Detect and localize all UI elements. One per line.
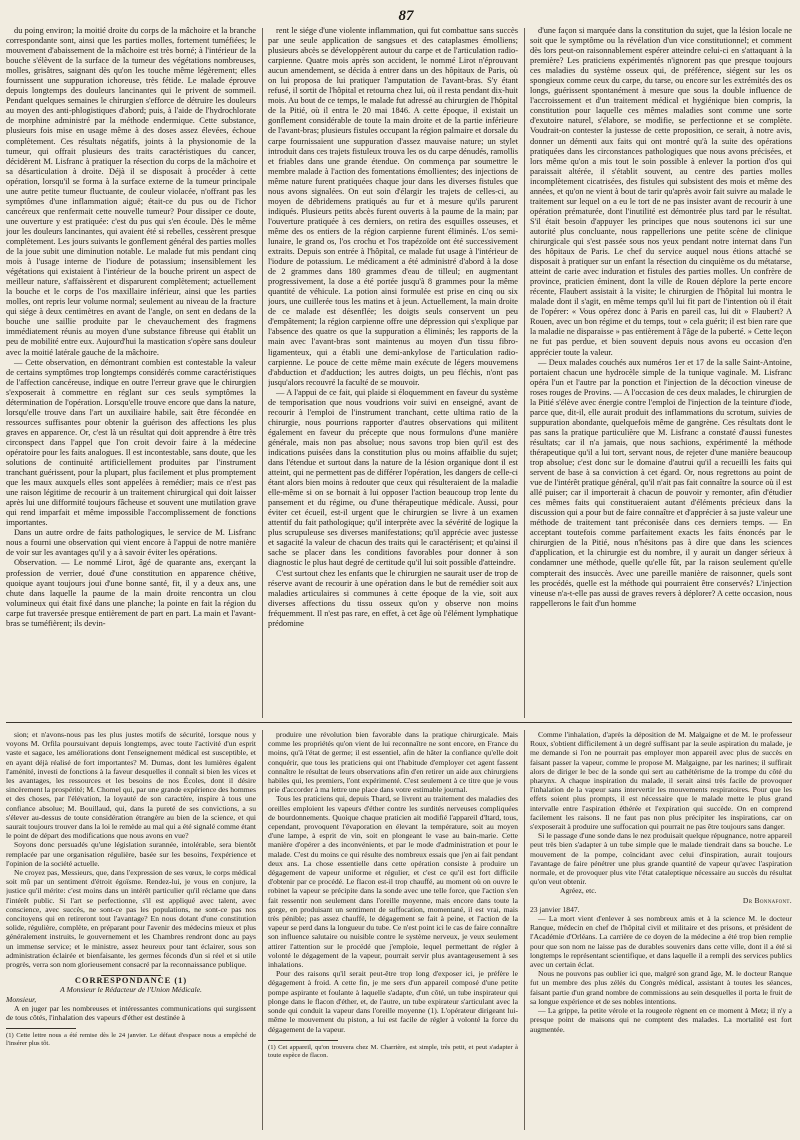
top-column-3 bbox=[530, 26, 792, 718]
paragraph: Nous ne pouvons pas oublier ici que, malgré son grand âge, M. le docteur Ranque fut un membre des plus zélés du Congrès médical, assistant à toutes les séances, faisant partie d'un grand nombre de commissions au sein desquelles il porta le fruit de sa longue expérience et de ses nobles intentions. bbox=[530, 969, 792, 1006]
paragraph: Soyons donc persuadés qu'une législation surannée, intolérable, sera bientôt remplacée par une organisation régulière, basée sur les besoins, l'expérience et l'opinion de la société actuelle. bbox=[6, 840, 256, 868]
footnote: (1) Cette lettre nous a été remise dès le 24 janvier. Le défaut d'espace nous a empêché de l'insérer plus tôt. bbox=[6, 1032, 256, 1048]
column-divider bbox=[262, 730, 263, 1130]
observation-paragraph: Observation. — Le nommé Lirot, âgé de quarante ans, exerçant la profession de verrier, doué d'une constitution en apparence chétive, quoique ayant toujours joui d'une bonne santé, fit, il y a deux ans, une chute dans laquelle la paume de la main droite rencontra un clou volumineux qui était fixé dans une planche; la pointe en fait la région du carpe fut traversée presque entièrement de part en part. La main et l'avant-bras se tuméfièrent; ils devin- bbox=[6, 558, 256, 628]
paragraph: Tous les praticiens qui, depuis Thard, se livrent au traitement des maladies des oreilles emploient les vapeurs d'éther contre les surdités nerveuses compliquées de bourdonnements. Quoique chaque praticien ait modifié l'appareil d'Itard, tous, cependant, provoquent l'évaporation en élevant la température, soit au moyen d'une lampe, à esprit de vin, soit en plongeant le vase au bain-marie. Cette manière d'opérer a des inconvénients, et par le mode d'administration et pour le malade. C'est du moins ce qui résulte des nombreux essais que j'en ai fait pendant deux ans. La chose essentielle dans cette opération consiste à produire un dégagement de vapeur uniforme et régulier, et c'est ce qu'il est fort difficile d'obtenir par ce procédé. Le flacon est-il trop chauffé, au moment où on ouvre le robinet la vapeur se précipite dans la sonde avec une telle force, que l'action s'en fait ressentir non seulement dans l'oreille moyenne, mais encore dans toute la gorge, en produisant un sentiment de suffocation, momentané, il est vrai, mais très pénible; pas assez chauffé, le dégagement se fait à peine, et l'action de la vapeur se perd dans la longueur du tube. Ce n'est point ici le cas de faire connaître son influence salutaire ou nuisible contre le système nerveux, je veux seulement attirer l'attention sur le procédé que j'emploie, lequel permettant de régler à volonté le dégagement de la vapeur, pourrait servir plus avantageusement à ses inhalations. bbox=[268, 794, 518, 970]
paragraph: — La mort vient d'enlever à ses nombreux amis et à la science M. le docteur Ranque, médecin en chef de l'hôpital civil et militaire et des prisons, et président de l'Académie d'Orléans. La carrière de ce doyen de la médecine a été trop bien remplie pour que son nom ne laisse pas de durables souvenirs dans cette ville, dont il a été si longtemps le représentant scientifique, et dans laquelle il a rempli des services publics avec un certain éclat. bbox=[530, 914, 792, 970]
paragraph: Si le passage d'une sonde dans le nez produisait quelque répugnance, notre appareil peut très bien s'adapter à un tube simple que le malade tiendrait dans sa bouche. Le mouvement de la pompe, coïncidant avec celui d'inspiration, aurait toujours l'avantage de faire pénétrer une plus grande quantité de vapeur qu'avec l'aspiration normale, et de provoquer plus vite l'état cataleptique nécessaire au succès du résultat qu'on veut obtenir. bbox=[530, 831, 792, 887]
top-column-2 bbox=[268, 26, 518, 718]
paragraph: — Deux malades couchés aux numéros 1er et 17 de la salle Saint-Antoine, portaient chacun une hydrocèle simple de la tunique vaginale. M. Lisfranc opéra l'un et l'autre par la ponction et l'injection de la décoction vineuse de roses rouges de Provins. — A l'occasion de ces deux malades, le chirurgien de la Pitié s'élève avec énergie contre l'emploi de l'injection de la teinture d'iode, parce que, dit-il, elle aurait produit des inflammations du scrotum, suivies de suppuration abondante, quelquefois même de gangrène. Ces résultats dont le pas sans la pratique particulière que M. Lisfranc a constaté d'aussi funestes résultats; car il n'a jamais, que nous sachions, expérimenté la méthode thérapeutique qu'il a lui tort, servant nous, de rejeter d'une manière beaucoup trop absolue; c'est donc sur le domaine d'autrui qu'il a recueilli les faits qui servent de base à sa conviction à cet égard. Or, nous regrettons au point de vue de l'intérêt pratique général, qu'il n'ait pas fait connaître la source où il est allé puiser; car il importerait à chacun de pouvoir y remonter, afin d'étudier ces mêmes faits qui constitueraient autant d'éléments précieux dans la discussion qui a pour but de faire connaître et d'apprécier à sa juste valeur une méthode de traitement tant préconisée dans ces derniers temps. — En acceptant toutefois comme parfaitement exacts les faits énoncés par le chirurgien de la Pitié, nous n'hésitons pas à dire que dans les sciences d'application, et la chirurgie est du nombre, il y aurait un danger sérieux à condamner une méthode, quelle qu'elle fût, par la raison seulement qu'elle compterait des insuccès. Avec une pareille manière de raisonner, quels sont les procédés, quelle est la méthode qui pourraient être conservés? L'injection vineuse n'a-t-elle pas aussi de graves revers à déplorer? A cette occasion, nous rappellerons le fait d'un homme bbox=[530, 357, 792, 608]
paragraph: Dans un autre ordre de faits pathologiques, le service de M. Lisfranc nous a fourni une observation qui vient encore à l'appui de notre manière de voir sur les avantages qu'il y a à savoir éviter les opérations. bbox=[6, 528, 256, 558]
paragraph: rent le siége d'une violente inflammation, qui fut combattue sans succès par une seule application de sangsues et des cataplasmes émolliens; plusieurs abcès se développèrent autour du carpe et de l'articulation radio-carpienne. Quatre mois après son accident, le nommé Lirot n'éprouvant aucun amendement, se décida à entrer dans un des hôpitaux de Paris, où on lui proposa de lui pratiquer l'amputation de l'avant-bras. S'y étant refusé, il sortit de l'hôpital et retourna chez lui, où il resta pendant dix-huit mois. Au bout de ce temps, le malade fut adressé au chirurgien de l'hôpital de la Pitié, où il entra le 20 mai 1846. A cette époque, il existait un gonflement considérable de toute la main droite et de la partie inférieure de l'avant-bras; plusieurs fistules occupant la région palmaire et dorsale du carpe fournissaient une suppuration d'assez mauvaise nature; un stylet introduit dans ces trajets fistuleux trouva les os du carpe dénudés, ramollis et friables dans une grande étendue. On commença par soumettre le membre malade à l'action des fomentations émollientes; des injections de même nature furent pratiquées chaque jour dans les diverses fistules que nous avons signalées. On eut soin d'élargir les trajets de celles-ci, au moyen de débridemens pratiqués au fur et à mesure qu'ils parurent indiqués. Plusieurs petits abcès furent ouverts à la paume de la main; par l'ouverture pratiquée à ces derniers, on retira des esquilles osseuses, et même des os entiers de la région carpienne furent éliminés. L'os semi-lunaire, le grand os, l'os crochu et l'os trapézoïde ont été successivement extraits. Depuis son entrée à l'hôpital, ce malade fut usage à l'intérieur de l'iodure de potassium. Le médicament a été administré d'abord à la dose de 2 grammes dans 180 grammes d'eau de tilleul; en augmentant progressivement, la dose a été portée jusqu'à 8 grammes pour la même quantité de véhicule. La potion ainsi formulée est prise en cinq ou six jours, une cuillerée tous les matins et à jeun. Actuellement, la main droite de ce malade est désenflée; les doigts seuls conservent un peu d'empâtement; la région carpienne offre une dépression qui s'explique par l'absence des quatre os que la suppuration a éliminés; les rapports de la main avec l'avant-bras sont maintenus au moyen d'un tissu fibro-ligamenteux, qui a établi une demi-ankylose de l'articulation radio-carpienne. Le pouce de cette même main exécute de légers mouvemens d'abduction et d'adduction; les autres doigts, un peu fléchis, n'ont pas jusqu'alors recouvré la faculté de se mouvoir. bbox=[268, 26, 518, 387]
correspondence-body: A en juger par les nombreuses et intéressantes communications qui surgissent de tous côtés, l'inhalation des vapeurs d'éther est destinée à bbox=[6, 1003, 256, 1023]
paragraph: du poing environ; la moitié droite du corps de la mâchoire et la branche correspondante sont, ainsi que les parties molles, fortement tuméfiées; le mouvement d'abaissement de la mâchoire est très borné; à l'intérieur de la bouche s'élèvent de la surface de la tumeur des végétations nombreuses, molles, grisâtres, saignant dès qu'on les touche même légèrement; elles fournissent une suppuration ichoreuse, très fétide. Le malade éprouve depuis longtemps des douleurs lancinantes qui le privent de sommeil. Pendant quelques semaines le chirurgien s'efforce de détruire les douleurs au moyen des anti-phlogistiques d'abord; puis, à l'aide de l'hydrochlorate de morphine administré par la méthode endermique. Cette substance, plusieurs fois mise en usage même à des doses assez élevées, échoue complètement. Ces résultats négatifs, joints à la physionomie de la tumeur, qui offrait plusieurs des traits caractéristiques du cancer, décidèrent M. Lisfranc à pratiquer la résection du corps de la mâchoire et sa désarticulation à droite. Déjà il se disposait à procéder à cette opération, lorsqu'il se forma à la surface externe de la tumeur principale une autre petite tumeur fluctuante, de couleur violacée, n'offrant pas les symptômes d'une inflammation aiguë; était-ce du pus ou de l'ichor cancéreux que renfermait cette nouvelle tumeur? Pour dissiper ce doute, une ouverture y est pratiquée: c'est du pus qui s'en écoule. Dès le même jour les douleurs lancinantes, qui avaient été si rebelles, cessèrent presque complètement. Les jours suivants le gonflement général des parties molles de la joue subit une diminution notable. Le malade fut mis pendant cinq mois à l'usage interne de l'iodure de potassium; insensiblement les végétations qui existaient à l'intérieur de la bouche prirent un aspect de meilleur nature, s'affaissèrent et disparurent complètement; actuellement la bouche et le corps de l'os maxillaire inférieur, ainsi que les parties molles, ont repris leur volume normal; seulement au niveau de la fracture qui siége à deux centimètres en avant de l'angle, on sent en dedans de la bouche une saillie produite par le chevauchement des fragmens immédiatement réunis au moyen d'une substance fibreuse qui établit un peu de mobilité entre eux. Aujourd'hui la mastication s'opère sans douleur avec la moitié latérale gauche de la mâchoire. bbox=[6, 26, 256, 357]
paragraph: sion; et n'avons-nous pas les plus justes motifs de sécurité, lorsque nous y voyons M. Orfila poursuivant depuis longtemps, avec toute l'activité d'un esprit vaste et sagace, les améliorations dont l'enseignement médical est susceptible, et en ayant déjà réalisé de fort importantes? M. Dumas, dont les lumières égalent l'aménité, investi de fonctions à la faveur desquelles il connaît si bien les vices et les avantages, les ressources et les besoins de nos Écoles, dont il désire sincèrement la prospérité; M. Chomel qui, par une grande expérience des hommes et des choses, par l'élévation, la loyauté de son caractère, inspire à tous une confiance absolue; M. Bouillaud, qui, dans la pureté de ses convictions, a su s'élever au-dessus de toute considération étrangère au bien de la science, et qui saurait toujours trouver dans la loi le remède au mal qui a été signalé comme étant le point de départ des modifications que nous avons en vue? bbox=[6, 730, 256, 841]
section-divider bbox=[6, 722, 792, 723]
paragraph: d'une façon si marquée dans la constitution du sujet, que la lésion locale ne soit que le symptôme ou la révélation d'un vice constitutionnel; et comment dès lors peut-on raisonnablement espérer atteindre celui-ci en s'attaquant à la première? Les praticiens expérimentés n'ignorent pas que presque toujours ces maladies du système osseux qui, de préférence, siégent sur les os spongieux comme ceux du carpe, du tarse, ou encore sur les extrémités des os longs, guérissent spontanément à mesure que sous la double influence de l'accroissement et d'un traitement médical et hygiénique bien compris, la constitution pour laquelle ces mêmes maladies sont comme une sorte d'exutoire naturel, s'élabore, se modifie, se perfectionne et se complète. Voudrait-on contester la justesse de cette proposition, ce serait, à notre avis, donner un démenti aux faits qui ont montré qu'à la suite des opérations pratiquées dans les circonstances pathologiques que nous avons précisées, et lors même qu'on a mis tout le soin possible à enlever la portion d'os qui paraissait altérée, il s'établit souvent, au centre des parties molles incomplètement cicatrisées, des fistules qui subsistent des mois et même des années, et qu'on ne vient à bout de tarir qu'après avoir fait suivre au malade le traitement sur lequel on a eu le tort de ne pas insister avant de recourir à une opération prématurée, dont l'inutilité est démontrée plus tard par le résultat. S'il était besoin d'appuyer les principes que nous soutenons ici sur une autorité plus concluante, nous rappellerions une petite scène de clinique chirurgicale qui s'est passée sous nos yeux pendant notre internat dans l'un des hôpitaux de Paris. Le chef du service auquel nous étions attaché se disposait à pratiquer sur un enfant la résection du cinquième os du métatarse, atteint de carie avec induration et fistules des parties molles. Un confrère de province, praticien éminent, dont la ville de Rouen déplore la perte encore récente, Flaubert assistait à la visite; le chirurgien de l'hôpital lui montra le malade dont il s'agit, en même temps qu'il lui fit part de l'intention où il était de l'opérer: « Vous opérez donc à Paris en pareil cas, lui dit » Flaubert? A Rouen, avec un bon régime et du temps, tout » cela guérit; il est bien rare que la maladie ne disparaisse » pas entièrement à l'âge de la puberté. » Cette leçon ne fut pas perdue, et bien souvent depuis nous avons eu occasion d'en apprécier toute la valeur. bbox=[530, 26, 792, 357]
correspondence-addressee: A Monsieur le Rédacteur de l'Union Médicale. bbox=[60, 985, 202, 995]
bottom-column-3 bbox=[530, 730, 792, 1130]
letter-date: 23 janvier 1847. bbox=[530, 904, 580, 914]
footnote: (1) Cet appareil, qu'on trouvera chez M. Charrière, est simple, très petit, et peut s'adapter à toute espèce de flacon. bbox=[268, 1043, 518, 1059]
bottom-column-2 bbox=[268, 730, 518, 1130]
column-divider bbox=[524, 730, 525, 1130]
correspondence-heading: CORRESPONDANCE (1) bbox=[74, 976, 188, 986]
letter-signature: Dr Bonnafont. bbox=[742, 895, 792, 905]
column-divider bbox=[262, 28, 263, 718]
paragraph: — A l'appui de ce fait, qui plaide si éloquemment en faveur du système de temporisation que nous voudrions voir suivi en enseigné, avant de recourir à l'emploi de l'instrument tranchant, cette ultima ratio de la chirurgie, nous pourrions rapporter d'autres observations qui militent également en faveur du précepte que nous formulons d'une manière générale, mais non pas absolue; nous savons trop bien qu'il est des indications puisées dans la constitution plus ou moins affaiblie du sujet; dans l'étendue et surtout dans la nature de la lésion organique dont il est atteint, qui ne permettent pas de différer l'opération, les dangers de celle-ci étant alors bien moins à redouter que ceux qui résulteraient de la maladie elle-même si on se bornait à lui opposer l'action beaucoup trop lente du pansement et du régime, ou d'une thérapeutique médicale. Aussi, pour éviter cet écueil, est-il urgent que le chirurgien se livre à un examen attentif du fait pathologique; qu'il interprète avec la sévérité de logique la plus scrupuleuse ses diverses manifestations; qu'il apprécie avec justesse et sagacité la valeur de chacun des traits qui le caractérisent; et qu'ainsi il sache se placer dans les conditions favorables pour donner à son diagnostic le plus haut degré de certitude qu'il lui soit possible d'atteindre. bbox=[268, 387, 518, 568]
paragraph: Comme l'inhalation, d'après la déposition de M. Malgaigne et de M. le professeur Roux, s'obtient difficilement à un degré suffisant par la seule aspiration du malade, je me demande si l'on ne pourrait pas employer mon appareil avec plus de succès en faisant passer la vapeur, comme le propose M. Malgaigne, par les narines; il suffirait alors de diriger le bec de la sonde qui sert au cathétérisme de la trompe du côté du pharynx. A chaque inspiration du malade, il serait ainsi très facile de provoquer l'inhalation de la vapeur sans intervertir les mouvements respiratoires. Pour que les effets soient plus prompts, il est nécessaire que le malade mette le plus grand intervalle entre l'aspiration éthérée et l'expiration qui succède. On en comprend facilement les raisons. Il ne faut pas non plus précipiter les inspirations, car on s'exposerait à produire une suffocation qui pourrait ne pas être toujours sans danger. bbox=[530, 730, 792, 832]
letter-closing: Agréez, etc. bbox=[560, 886, 597, 896]
footnote-divider bbox=[6, 1028, 76, 1029]
page-number: 87 bbox=[398, 8, 414, 24]
column-divider bbox=[524, 28, 525, 718]
paragraph: — La grippe, la petite vérole et la rougeole règnent en ce moment à Metz; il n'y a presque point de maisons qui ne comptent des malades. La mortalité est fort augmentée. bbox=[530, 1006, 792, 1034]
footnote-divider bbox=[268, 1040, 338, 1041]
paragraph: — Cette observation, en démontrant combien est contestable la valeur de certains symptômes trop longtemps considérés comme caractéristiques de l'affection cancéreuse, indique en outre l'erreur grave que le chirurgien s'exposerait à commettre en réglant sur ces seuls symptômes la détermination de l'opération. Lorsqu'elle trouve encore que dans la nature, lorsqu'elle trouve dans l'art un auxiliaire habile, sait être fécondée en ressources suffisantes pour obtenir la guérison des affections les plus graves en apparence. Or, c'est là un résultat qui doit apprendre à être très circonspect dans l'appel que l'on croit devoir faire à la médecine opératoire pour les faits analogues. Il est incontestable, sans doute, que les solutions de continuité artificiellement produites par l'instrument tranchant guérissent, pour la plupart, plus facilement et plus promptement que les maux auxquels elles sont appelées à remédier; mais ce n'est pas une raison légitime de recourir à un traitement chirurgical qui doit laisser après lui une difformité toujours fâcheuse et souvent une mutilation grave qui rend imparfait et même impossible l'accomplissement de fonctions importantes. bbox=[6, 357, 256, 528]
bottom-column-1 bbox=[6, 730, 256, 1130]
paragraph: C'est surtout chez les enfants que le chirurgien ne saurait user de trop de réserve avant de recourir à une opération dans le but de remédier soit aux maladies articulaires si communes à cette époque de la vie, soit aux diverses affections du tissu osseux qu'on y observe non moins fréquemment. Il n'est pas rare, en effet, à cet âge où l'élément lymphatique prédomine bbox=[268, 568, 518, 628]
correspondence-salutation: Monsieur, bbox=[6, 994, 37, 1004]
paragraph: produire une révolution bien favorable dans la pratique chirurgicale. Mais comme les propriétés qu'on vient de lui reconnaître ne sont encore, en France du moins, qu'à l'état de germe; il est essentiel, afin de hâter la confiance qu'elle doit conquérir, que tous les praticiens qui ont l'habitude d'employer cet agent fassent connaître le résultat de leurs observations afin d'en retirer un aide aux chirurgiens habiles qui, les premiers, l'ont expérimenté. C'est seulement à ce titre que je vous prie d'accorder à ma lettre une place dans votre estimable journal. bbox=[268, 730, 518, 795]
top-column-1 bbox=[6, 26, 256, 718]
paragraph: Ne croyez pas, Messieurs, que, dans l'expression de ses vœux, le corps médical soit mû par un sentiment d'étroit égoïsme. Rendez-lui, je vous en conjure, la justice qu'il mérite: c'est moins dans un intérêt particulier qu'il réclame que dans l'intérêt public. Si l'art se perfectionne, s'il est appliqué avec talent, avec conscience, avec succès, ne sont-ce pas les populations, ne sont-ce pas nos concitoyens qui en retireront tout l'avantage? En nous dotant d'une constitution solide, régulière, complète, en préparant pour l'avenir des médecins mieux et plus généralement instruits, le gouvernement et les Chambres rendront donc au pays un immense service; et le ministre, assez heureux pour tant éclairer, sous son administration éclairée et bienfaisante, les germes féconds d'un si réel et si utile progrès, verra son nom glorieusement consacré par la reconnaissance publique. bbox=[6, 868, 256, 970]
paragraph: Pour des raisons qu'il serait peut-être trop long d'exposer ici, je préfère le dégagement à froid. A cette fin, je me sers d'un appareil composé d'une petite pompe aspirante et foulante à laquelle s'adapte, d'un côté, un tube inspirateur qui plonge dans le flacon d'éther, et, de l'autre, un tube expirateur s'articulant avec la sonde qui conduit la vapeur dans l'oreille moyenne (1). L'opérateur dirigeant lui-même le mouvement du piston, a lui est facile de régler à volonté la force du dégagement de la vapeur. bbox=[268, 969, 518, 1034]
